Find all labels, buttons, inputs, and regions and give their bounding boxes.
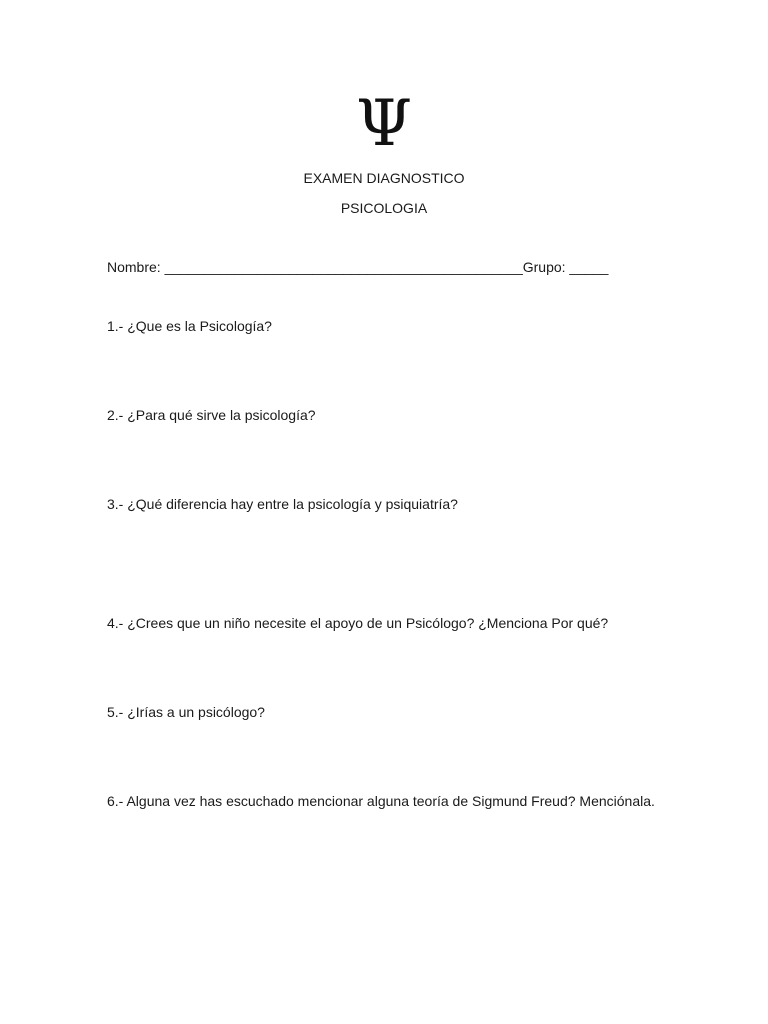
question-6: 6.- Alguna vez has escuchado mencionar alguna teoría de Sigmund Freud? Menciónala. — [107, 793, 655, 809]
question-3: 3.- ¿Qué diferencia hay entre la psicología y psiquiatría? — [107, 496, 458, 512]
nombre-grupo-line: Nombre: ______________________________________________Grupo: _____ — [107, 259, 609, 275]
question-5: 5.- ¿Irías a un psicólogo? — [107, 704, 265, 720]
question-1: 1.- ¿Que es la Psicología? — [107, 318, 272, 334]
psi-logo-icon: Ψ — [355, 87, 413, 161]
exam-title: EXAMEN DIAGNOSTICO — [303, 170, 465, 186]
question-4: 4.- ¿Crees que un niño necesite el apoyo de un Psicólogo? ¿Menciona Por qué? — [107, 615, 609, 631]
exam-subtitle: PSICOLOGIA — [340, 200, 428, 216]
question-2: 2.- ¿Para qué sirve la psicología? — [107, 407, 316, 423]
